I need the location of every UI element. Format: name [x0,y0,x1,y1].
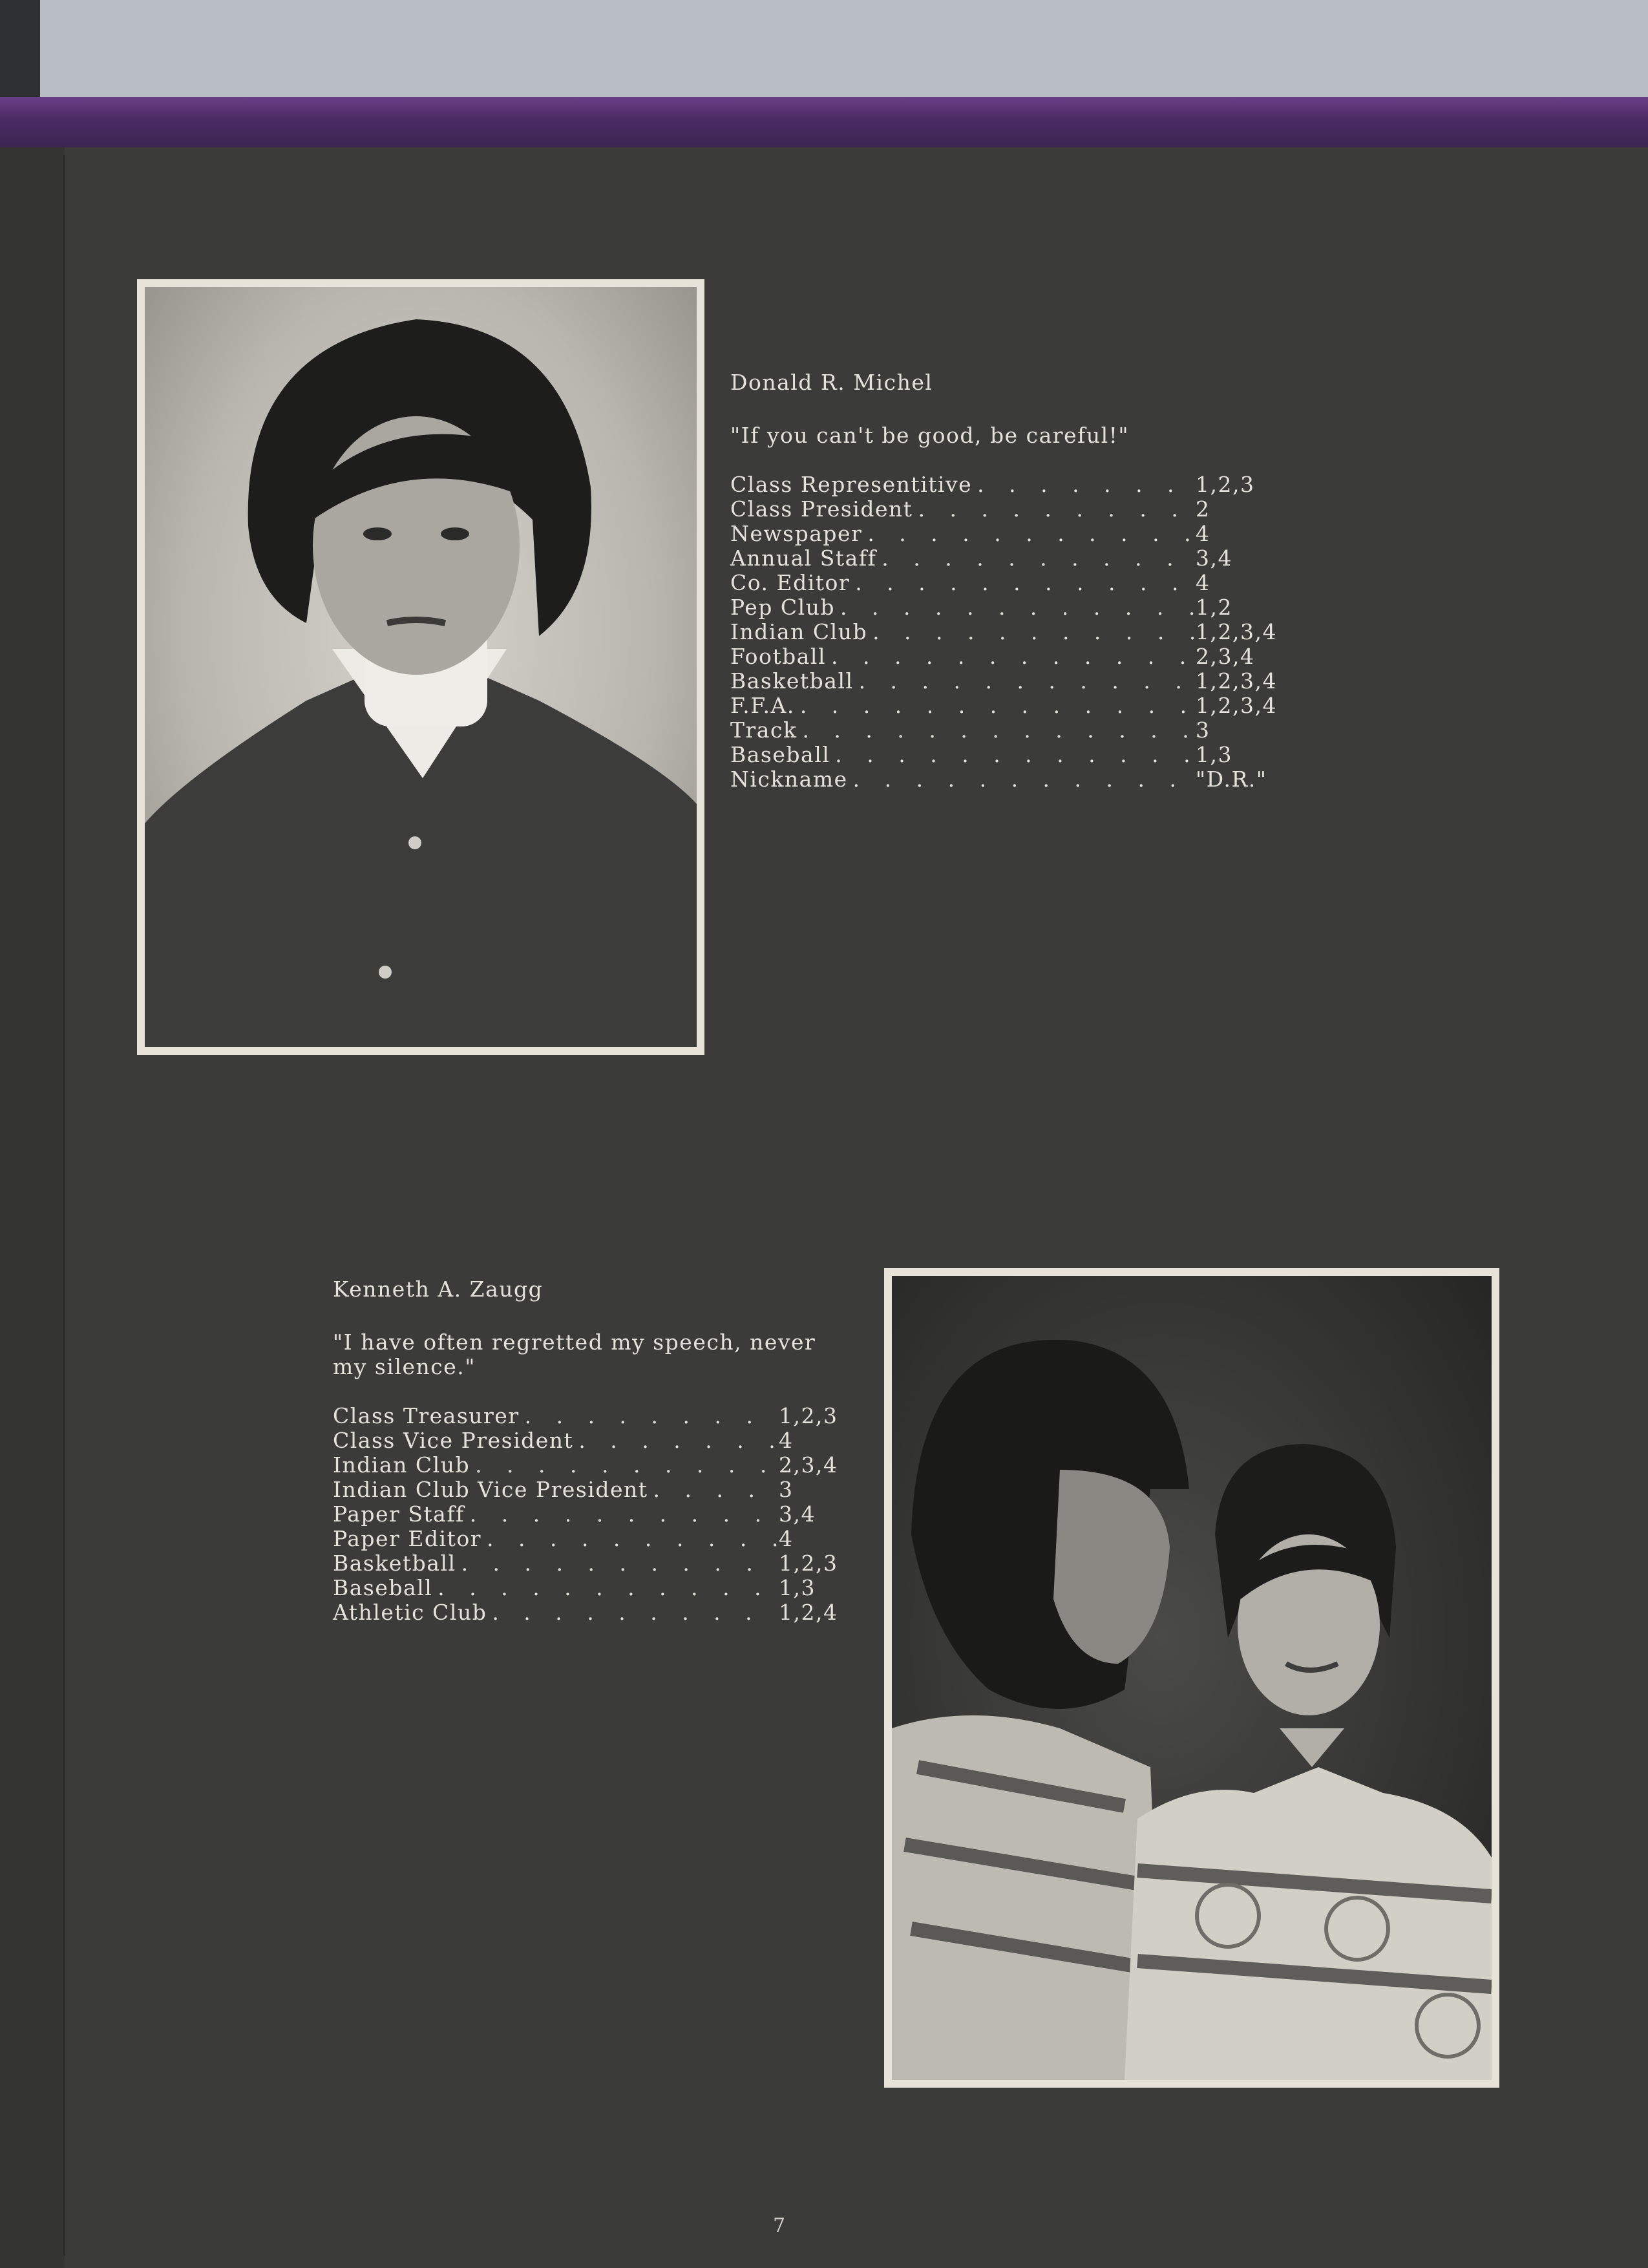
activity-row [730,546,1293,571]
dot-leader [854,669,1196,694]
activity-row [730,669,1293,694]
activity-row [333,1551,856,1576]
dot-leader [797,718,1196,743]
portrait-illustration [892,1276,1492,2080]
dot-leader [456,1551,779,1576]
activity-label: Indian Club [730,619,868,644]
activity-label: Indian Club Vice President [333,1477,648,1502]
dot-leader [850,571,1196,595]
portrait-image [145,287,697,1047]
activity-row [333,1478,856,1502]
dot-leader [826,644,1196,669]
activity-years: "D.R." [1196,767,1267,792]
activity-years: 4 [1196,570,1210,595]
scanner-edge [0,0,40,110]
portrait-illustration [145,287,697,1047]
dot-leader [876,546,1196,571]
activity-years: 4 [779,1526,794,1551]
activity-row [730,497,1293,522]
dot-leader [465,1502,779,1527]
activity-years: 1,2,3,4 [1196,619,1277,644]
activity-years: 2 [1196,496,1210,522]
activity-row [333,1502,856,1527]
activity-row [730,620,1293,644]
activity-years: 1,2,3,4 [1196,693,1277,718]
activity-label: Pep Club [730,595,836,620]
activity-row [730,571,1293,595]
student-name: Donald R. Michel [730,370,933,395]
activity-label: Baseball [333,1575,433,1600]
activity-years: 1,3 [1196,742,1232,767]
activity-label: Newspaper [730,521,863,546]
student-info-michel [730,370,1293,792]
book-cover-edge [0,97,1648,149]
activity-row [730,743,1293,767]
activity-label: Track [730,717,798,743]
activity-years: 3 [1196,717,1210,743]
dot-leader [848,767,1196,792]
student-quote: "If you can't be good, be careful!" [730,423,1130,448]
gutter-fold-line [63,155,65,2256]
activity-label: F.F.A. [730,693,795,718]
dot-leader [648,1478,779,1502]
activity-label: Class Vice President [333,1428,574,1453]
portrait-image [892,1276,1492,2080]
activity-years: 3,4 [779,1501,816,1527]
activity-label: Class Treasurer [333,1403,520,1428]
activity-row [333,1453,856,1478]
activity-years: 1,2 [1196,595,1232,620]
activity-row [333,1527,856,1551]
activity-row [730,595,1293,620]
portrait-photo-zaugg [884,1268,1499,2088]
dot-leader [913,497,1196,522]
activity-label: Baseball [730,742,830,767]
dot-leader [520,1404,779,1428]
activity-label: Indian Club [333,1452,470,1478]
student-quote: "I have often regretted my speech, never my silence." [333,1330,816,1379]
dot-leader [867,620,1196,644]
activity-years: 1,2,4 [779,1600,838,1625]
activity-list [730,472,1293,792]
activity-label: Class President [730,496,913,522]
dot-leader [835,595,1196,620]
activity-row [730,472,1293,497]
activity-years: 3,4 [1196,546,1232,571]
page-number: 7 [773,2214,786,2237]
portrait-photo-michel [137,279,704,1055]
activity-label: Class Representitive [730,472,973,497]
dot-leader [470,1453,779,1478]
dot-leader [432,1576,779,1600]
activity-label: Paper Editor [333,1526,481,1551]
activity-row [730,767,1293,792]
activity-years: 2,3,4 [1196,644,1255,669]
activity-row [730,522,1293,546]
activity-years: 2,3,4 [779,1452,838,1478]
dot-leader [972,472,1196,497]
activity-label: Basketball [730,668,854,694]
student-name: Kenneth A. Zaugg [333,1277,544,1302]
activity-row [730,718,1293,743]
student-info-zaugg [333,1277,856,1625]
activity-label: Paper Staff [333,1501,465,1527]
dot-leader [573,1428,779,1453]
activity-row [333,1576,856,1600]
dot-leader [830,743,1196,767]
activity-list [333,1404,856,1625]
activity-years: 1,2,3 [779,1403,838,1428]
activity-years: 1,2,3,4 [1196,668,1277,694]
activity-years: 1,2,3 [1196,472,1255,497]
activity-years: 3 [779,1477,794,1502]
activity-row [333,1404,856,1428]
activity-label: Basketball [333,1551,456,1576]
activity-row [730,644,1293,669]
activity-row [730,694,1293,718]
activity-row [333,1600,856,1625]
dot-leader [481,1527,779,1551]
scanner-background [0,0,1648,110]
activity-years: 1,3 [779,1575,816,1600]
dot-leader [795,694,1196,718]
activity-label: Annual Staff [730,546,877,571]
activity-years: 4 [1196,521,1210,546]
dot-leader [862,522,1196,546]
activity-label: Nickname [730,767,848,792]
activity-label: Co. Editor [730,570,850,595]
activity-row [333,1428,856,1453]
activity-years: 1,2,3 [779,1551,838,1576]
page-gutter [0,147,65,2268]
activity-label: Athletic Club [333,1600,487,1625]
dot-leader [487,1600,779,1625]
activity-years: 4 [779,1428,794,1453]
activity-label: Football [730,644,826,669]
